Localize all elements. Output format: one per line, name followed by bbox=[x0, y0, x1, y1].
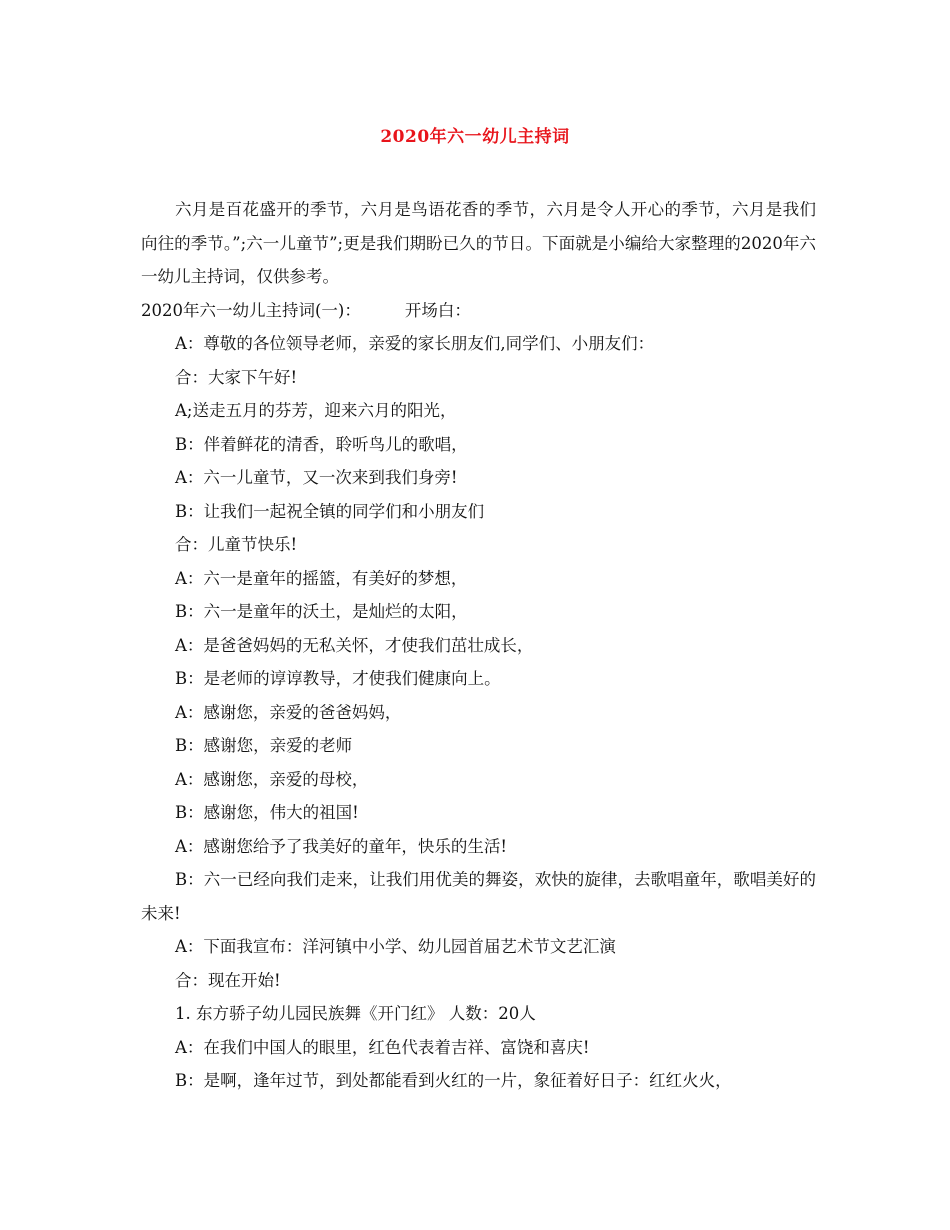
script-line: A：尊敬的各位领导老师，亲爱的家长朋友们,同学们、小朋友们： bbox=[175, 334, 655, 353]
script-line: B：感谢您，伟大的祖国! bbox=[175, 803, 359, 822]
script-line: A：六一儿童节，又一次来到我们身旁! bbox=[175, 468, 458, 487]
script-line: A：感谢您，亲爱的母校， bbox=[175, 769, 369, 789]
script-line: A：感谢您，亲爱的爸爸妈妈， bbox=[175, 702, 402, 722]
script-line: B：六一是童年的沃土，是灿烂的太阳， bbox=[175, 602, 468, 621]
intro-paragraph: 六月是百花盛开的季节，六月是鸟语花香的季节，六月是令人开心的季节，六月是我们向往的季节。”;六一儿童节”;更是我们期盼已久的节日。下面就是小编给大家整理的2020年六一幼儿主持词，仅供参考。 bbox=[141, 200, 816, 286]
script-line: 合：儿童节快乐! bbox=[175, 535, 298, 554]
script-line: B：让我们一起祝全镇的同学们和小朋友们 bbox=[175, 501, 485, 521]
script-line: A：是爸爸妈妈的无私关怀，才使我们茁壮成长， bbox=[175, 635, 534, 655]
script-line: A：感谢您给予了我美好的童年，快乐的生活! bbox=[175, 836, 508, 856]
script-line: 合：现在开始! bbox=[175, 970, 281, 990]
section-subheading: 开场白： bbox=[404, 300, 471, 320]
script-line: A：在我们中国人的眼里，红色代表着吉祥、富饶和喜庆! bbox=[175, 1037, 590, 1057]
script-line: B：是啊，逢年过节，到处都能看到火红的一片，象征着好日子：红红火火， bbox=[175, 1071, 732, 1090]
script-line: B：六一已经向我们走来，让我们用优美的舞姿，欢快的旋律，去歌唱童年，歌唱美好的未来! bbox=[141, 870, 816, 923]
section-heading-line bbox=[141, 294, 816, 328]
script-line: B：伴着鲜花的清香，聆听鸟儿的歌唱， bbox=[175, 434, 468, 454]
script-line: B：是老师的谆谆教导，才使我们健康向上。 bbox=[175, 669, 501, 688]
document-title: 2020年六一幼儿主持词 bbox=[380, 127, 570, 147]
section-heading: 2020年六一幼儿主持词(一)： bbox=[141, 300, 361, 320]
program-item: 1. 东方骄子幼儿园民族舞《开门红》 人数：20人 bbox=[175, 1004, 536, 1023]
script-line: A;送走五月的芬芳，迎来六月的阳光， bbox=[175, 401, 457, 420]
script-line: 合：大家下午好! bbox=[175, 367, 298, 387]
document-body bbox=[141, 193, 816, 1098]
script-line: A：六一是童年的摇篮，有美好的梦想， bbox=[175, 568, 468, 588]
script-line: A：下面我宣布：洋河镇中小学、幼儿园首届艺术节文艺汇演 bbox=[175, 937, 616, 956]
script-line: B：感谢您，亲爱的老师 bbox=[175, 736, 353, 755]
